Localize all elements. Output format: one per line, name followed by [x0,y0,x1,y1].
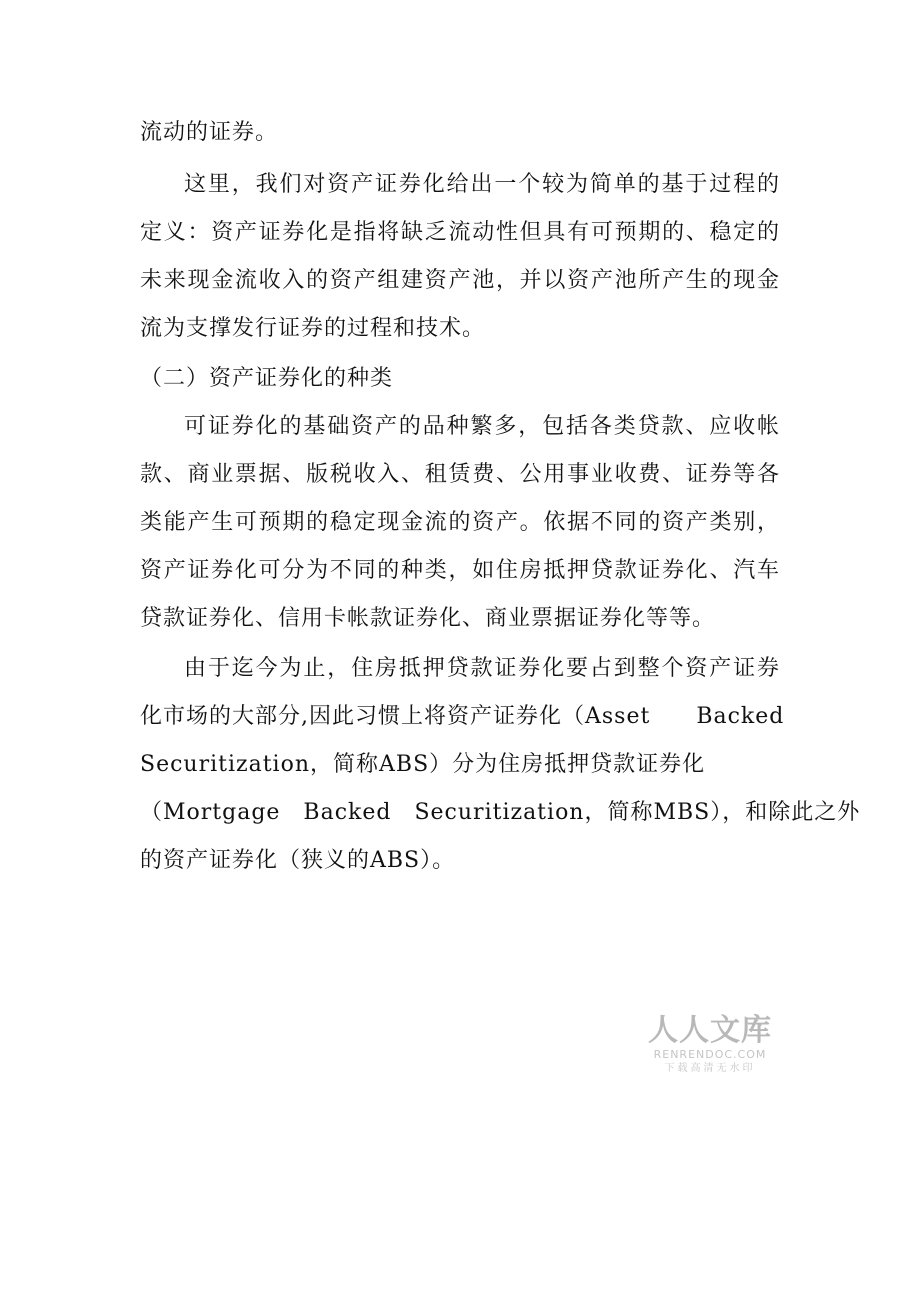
text-line-2: 这里，我们对资产证券化给出一个较为简单的基于过程的 [184,172,780,197]
text-line-10: 资产证券化可分为不同的种类，如住房抵押贷款证券化、汽车 [140,558,780,583]
watermark-tagline: 下载高清无水印 [664,1063,756,1074]
section-heading: （二）资产证券化的种类 [140,366,394,391]
watermark-name: 人人文库 [648,1013,772,1048]
text-line-14: Securitization，简称ABS）分为住房抵押贷款证券化 [140,752,706,777]
watermark-logo [640,1014,780,1082]
text-line-9: 类能产生可预期的稳定现金流的资产。依据不同的资产类别， [140,510,780,535]
text-line-12: 由于迄今为止，住房抵押贷款证券化要占到整个资产证券 [184,656,780,681]
watermark-url: RENRENDOC.COM [653,1048,767,1061]
text-line-13: 化市场的大部分,因此习惯上将资产证券化（Asset Backed [140,704,785,729]
text-line-7: 可证券化的基础资产的品种繁多，包括各类贷款、应收帐 [184,414,780,439]
text-line-8: 款、商业票据、版税收入、租赁费、公用事业收费、证券等各 [140,462,780,487]
text-line-11: 贷款证券化、信用卡帐款证券化、商业票据证券化等等。 [140,606,716,631]
text-line-5: 流为支撑发行证券的过程和技术。 [140,316,486,341]
text-line-3: 定义：资产证券化是指将缺乏流动性但具有可预期的、稳定的 [140,220,780,245]
text-line-4: 未来现金流收入的资产组建资产池，并以资产池所产生的现金 [140,268,780,293]
text-line-16: 的资产证券化（狭义的ABS）。 [140,848,456,873]
text-line-1: 流动的证券。 [140,120,279,145]
text-line-15: （Mortgage Backed Securitization，简称MBS），和除此之外 [140,800,861,825]
